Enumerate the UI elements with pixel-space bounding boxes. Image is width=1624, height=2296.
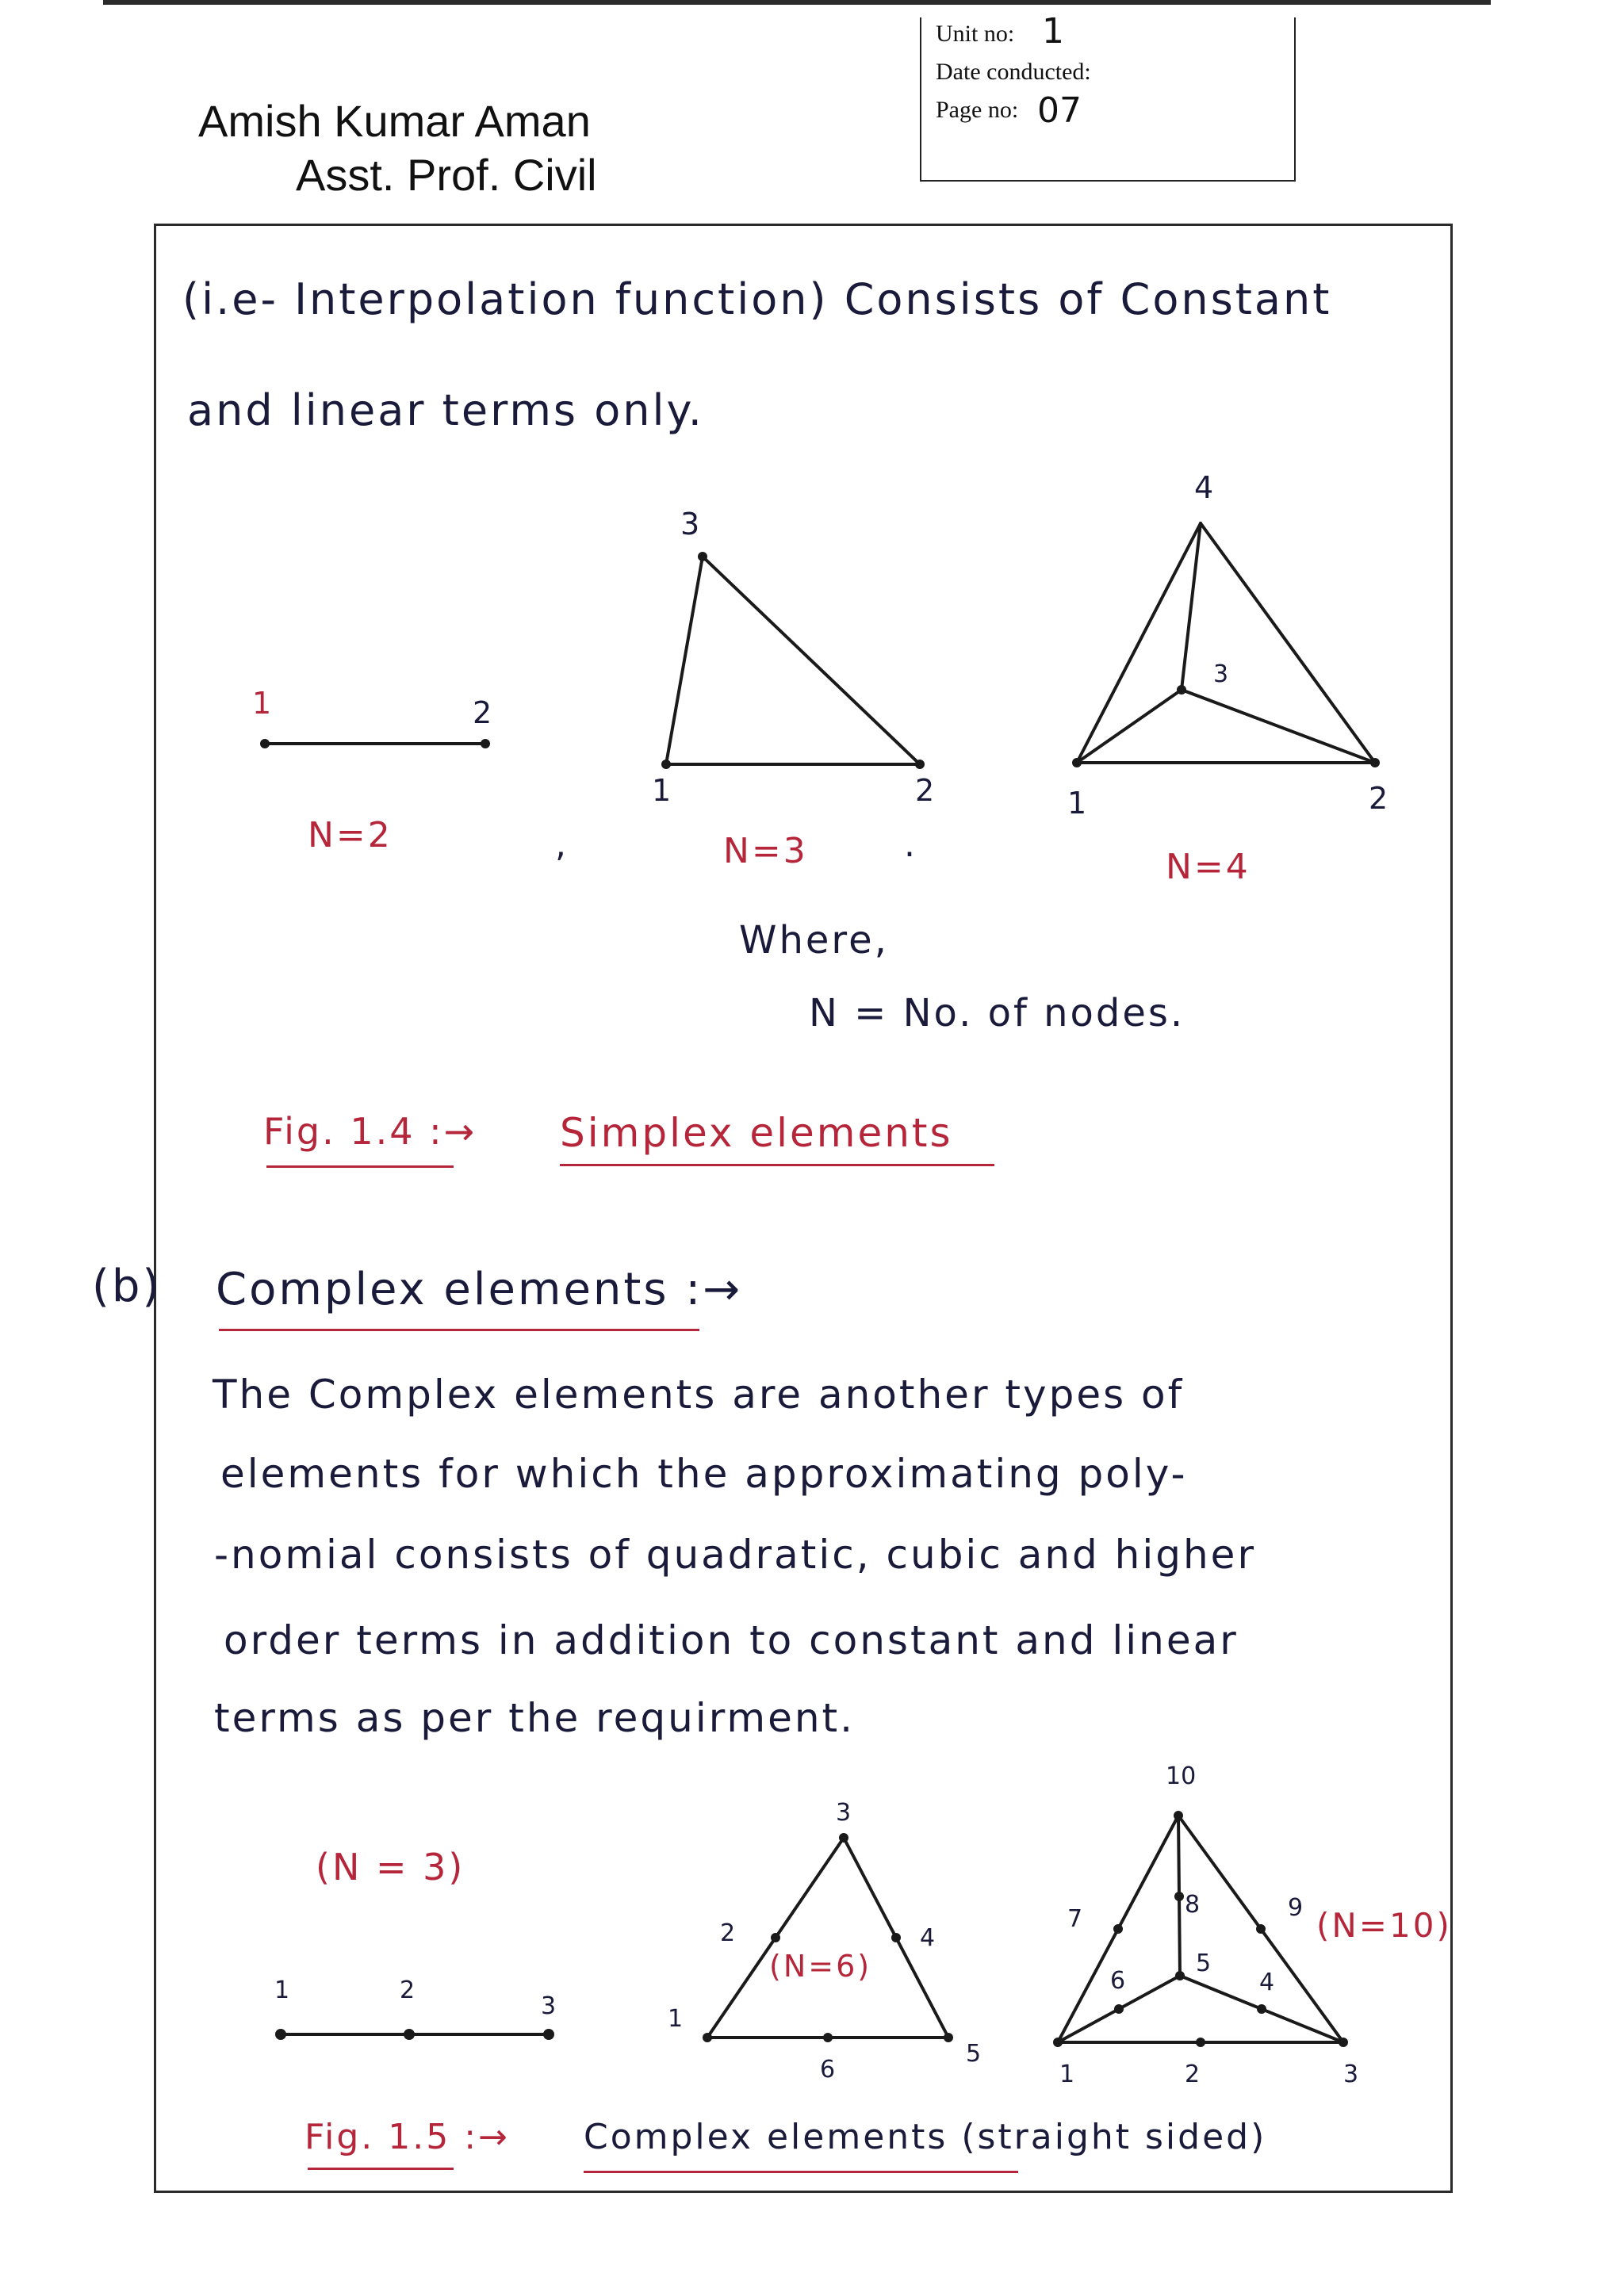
node-dot bbox=[1177, 685, 1186, 695]
fig14-line-node-2: 2 bbox=[473, 695, 492, 730]
node-dot bbox=[1072, 758, 1082, 767]
fig15-line-node-1: 1 bbox=[274, 1976, 290, 2004]
fig15-tetra-node-6: 6 bbox=[1110, 1967, 1126, 1995]
fig15-tri-node-1: 1 bbox=[668, 2005, 684, 2033]
para-line-5: terms as per the requirment. bbox=[214, 1695, 856, 1741]
fig15-tetra-node-2: 2 bbox=[1185, 2061, 1201, 2088]
unit-value: 1 bbox=[1042, 11, 1064, 52]
fig14-separator: , bbox=[555, 825, 569, 865]
fig14-n2-label: N=2 bbox=[308, 815, 393, 855]
fig14-tetra-node-4: 4 bbox=[1194, 470, 1214, 505]
where-label: Where, bbox=[739, 918, 889, 962]
node-dot bbox=[275, 2029, 286, 2040]
fig15-n6-label: (N=6) bbox=[769, 1949, 872, 1984]
fig15-n10-label: (N=10) bbox=[1316, 1906, 1452, 1945]
fig14-triangle-element bbox=[666, 557, 920, 764]
node-dot bbox=[1174, 1892, 1184, 1901]
para-line-3: -nomial consists of quadratic, cubic and higher bbox=[214, 1532, 1256, 1578]
section-b-marker: (b) bbox=[92, 1261, 163, 1312]
node-dot bbox=[1370, 758, 1380, 767]
node-dot bbox=[891, 1933, 901, 1942]
fig15-caption-text: Complex elements (straight sided) bbox=[584, 2117, 1267, 2157]
fig15-tri-node-3: 3 bbox=[836, 1799, 852, 1827]
fig15-tetra-element bbox=[1058, 1816, 1343, 2042]
para-line-1: The Complex elements are another types of bbox=[213, 1372, 1185, 1418]
fig15-triangle-element bbox=[707, 1838, 948, 2038]
fig14-tri-node-1: 1 bbox=[652, 773, 672, 808]
node-dot bbox=[260, 739, 270, 748]
date-label: Date conducted: bbox=[936, 59, 1091, 85]
intro-line-1: (i.e- Interpolation function) Consists of Constant bbox=[182, 274, 1332, 324]
unit-label: Unit no: bbox=[936, 21, 1015, 47]
node-dot bbox=[1175, 1971, 1185, 1980]
fig15-tetra-node-4: 4 bbox=[1259, 1969, 1275, 1996]
fig14-line-node-1: 1 bbox=[252, 686, 272, 721]
author-title: Asst. Prof. Civil bbox=[296, 150, 597, 200]
fig15-tri-node-6: 6 bbox=[820, 2056, 836, 2084]
node-dot bbox=[1053, 2038, 1063, 2047]
page-label: Page no: bbox=[936, 97, 1019, 123]
fig14-caption-text: Simplex elements bbox=[560, 1110, 953, 1156]
node-dot bbox=[915, 760, 925, 769]
node-dot bbox=[1114, 2004, 1124, 2014]
node-dot bbox=[543, 2029, 554, 2040]
node-dot bbox=[661, 760, 671, 769]
fig15-tri-node-4: 4 bbox=[920, 1924, 936, 1952]
node-dot bbox=[481, 739, 490, 748]
node-dot bbox=[944, 2033, 953, 2042]
node-dot bbox=[1196, 2038, 1205, 2047]
node-dot bbox=[771, 1933, 780, 1942]
para-line-2: elements for which the approximating poly- bbox=[220, 1451, 1188, 1497]
fig14-tri-node-3: 3 bbox=[680, 507, 700, 541]
fig14-tri-node-2: 2 bbox=[915, 773, 935, 808]
fig15-caption-prefix: Fig. 1.5 :→ bbox=[304, 2117, 510, 2157]
fig14-n4-label: N=4 bbox=[1166, 847, 1251, 887]
fig14-tetra-node-1: 1 bbox=[1067, 786, 1087, 821]
fig15-tri-node-2: 2 bbox=[720, 1919, 736, 1947]
fig15-tetra-node-7: 7 bbox=[1067, 1905, 1083, 1933]
node-dot bbox=[1174, 1811, 1183, 1820]
page-value: 07 bbox=[1037, 90, 1082, 131]
fig15-n3-label: (N = 3) bbox=[316, 1846, 465, 1888]
fig14-tetra-node-2: 2 bbox=[1369, 781, 1388, 816]
node-dot bbox=[839, 1833, 848, 1843]
node-dot bbox=[1256, 1924, 1266, 1934]
fig15-tetra-node-8: 8 bbox=[1185, 1891, 1201, 1919]
fig15-tetra-node-1: 1 bbox=[1059, 2061, 1075, 2088]
section-b-heading: Complex elements :→ bbox=[216, 1264, 743, 1315]
fig15-tetra-node-5: 5 bbox=[1196, 1950, 1212, 1977]
node-dot bbox=[1257, 2004, 1266, 2014]
fig14-tetra-node-3: 3 bbox=[1213, 660, 1229, 688]
fig15-tri-node-5: 5 bbox=[966, 2040, 982, 2068]
fig14-tetra-element bbox=[1077, 523, 1375, 763]
fig15-tetra-node-3: 3 bbox=[1343, 2061, 1359, 2088]
fig14-separator-2: . bbox=[904, 825, 917, 865]
fig15-tetra-node-10: 10 bbox=[1166, 1762, 1197, 1790]
fig15-tetra-node-9: 9 bbox=[1288, 1894, 1304, 1922]
fig15-line-node-2: 2 bbox=[400, 1976, 416, 2004]
fig14-n3-label: N=3 bbox=[723, 831, 808, 871]
node-dot bbox=[698, 552, 707, 561]
node-dot bbox=[1113, 1924, 1123, 1934]
node-dot bbox=[1339, 2038, 1348, 2047]
fig14-caption-prefix: Fig. 1.4 :→ bbox=[263, 1110, 477, 1153]
author-name: Amish Kumar Aman bbox=[198, 96, 591, 146]
node-dot bbox=[404, 2029, 415, 2040]
intro-line-2: and linear terms only. bbox=[187, 385, 704, 435]
fig15-line-node-3: 3 bbox=[541, 1992, 557, 2020]
node-definition: N = No. of nodes. bbox=[809, 991, 1185, 1035]
node-dot bbox=[823, 2033, 833, 2042]
node-dot bbox=[703, 2033, 712, 2042]
para-line-4: order terms in addition to constant and linear bbox=[224, 1617, 1239, 1663]
